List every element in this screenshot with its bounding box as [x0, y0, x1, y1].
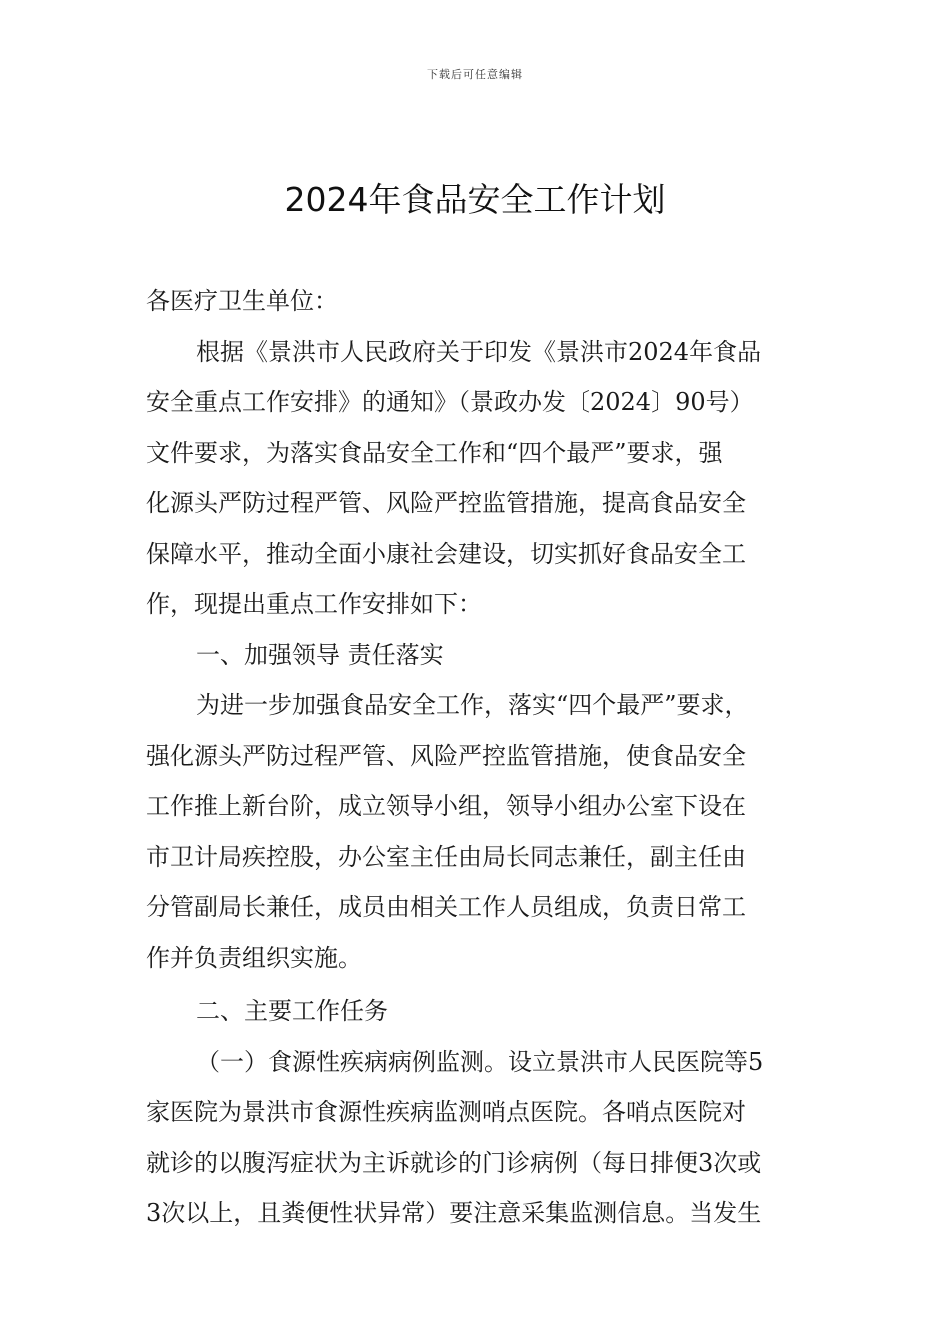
section-heading-1: 一、加强领导 责任落实 — [196, 640, 444, 669]
paragraph-monitoring: （一）食源性疾病病例监测。设立景洪市人民医院等5 家医院为景洪市食源性疾病监测哨点医院。各哨点医院对 就诊的以腹泻症状为主诉就诊的门诊病例（每日排便3次或 3次以上，且粪便性状异常）要注意采集监测信息。当发生 — [146, 1047, 764, 1227]
salutation: 各医疗卫生单位： — [146, 287, 338, 315]
paragraph-intro: 根据《景洪市人民政府关于印发《景洪市2024年食品 安全重点工作安排》的通知》（景政办发〔2024〕90号） 文件要求，为落实食品安全工作和“四个最严”要求，强 化源头严防过程严管、风险严控监管措施，提高食品安全 保障水平，推动全面小康社会建设，切实抓好食品安全工 作，现提出重点工作安排如下： — [146, 337, 762, 618]
section-heading-2: 二、主要工作任务 — [196, 997, 388, 1025]
header-note: 下载后可任意编辑 — [427, 68, 523, 81]
paragraph-leadership: 为进一步加强食品安全工作，落实“四个最严”要求， 强化源头严防过程严管、风险严控监管措施，使食品安全 工作推上新台阶，成立领导小组，领导小组办公室下设在 市卫计局疾控股，办公室主任由局长同志兼任，副主任由 分管副局长兼任，成员由相关工作人员组成，负责日常工 作并负责组织实施。 — [146, 691, 749, 972]
document-title: 2024年食品安全工作计划 — [284, 180, 666, 219]
document-body — [146, 276, 818, 1239]
